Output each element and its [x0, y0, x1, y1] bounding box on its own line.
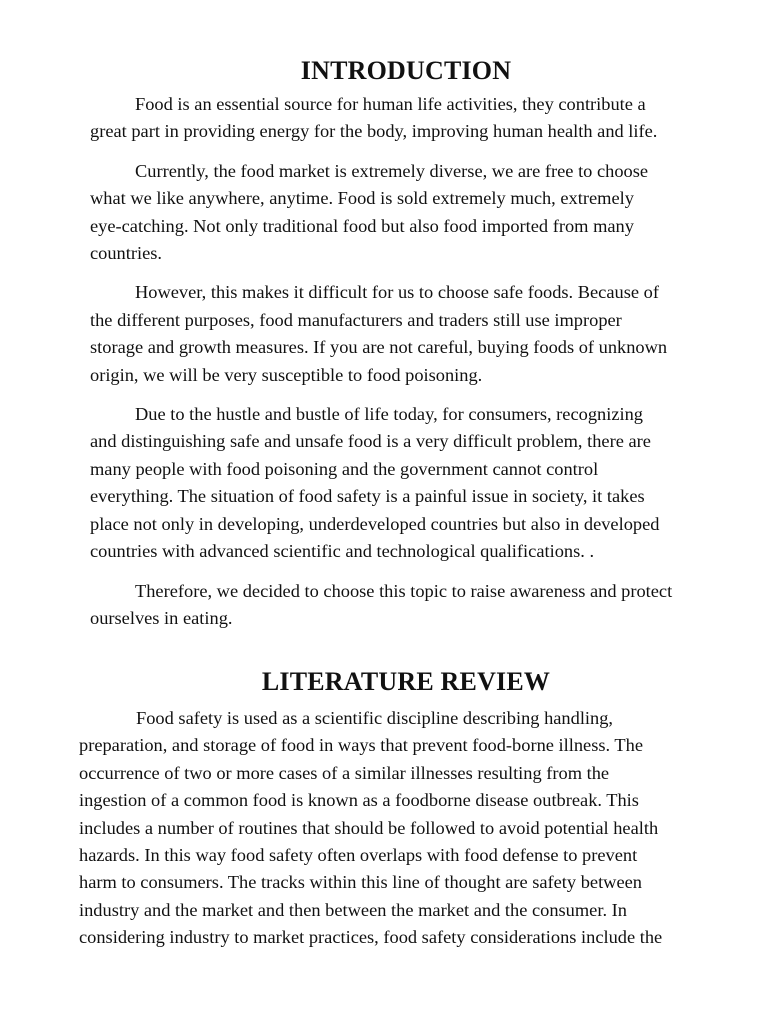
- text-line: storage and growth measures. If you are not careful, buying foods of unknown: [90, 337, 668, 358]
- introduction-section: [90, 91, 730, 644]
- intro-paragraph-1: [90, 91, 730, 146]
- text-line: industry and the market and then between the market and the consumer. In: [79, 899, 627, 920]
- text-line: preparation, and storage of food in ways that prevent food-borne illness. The: [79, 735, 643, 756]
- text-line: However, this makes it difficult for us to choose safe foods. Because of: [135, 282, 659, 303]
- literature-review-heading: LITERATURE REVIEW: [261, 667, 551, 696]
- text-line: Therefore, we decided to choose this topic to raise awareness and protect: [135, 580, 673, 601]
- literature-review-section: [79, 705, 729, 964]
- text-line: harm to consumers. The tracks within this line of thought are safety between: [79, 872, 642, 893]
- text-line: hazards. In this way food safety often overlaps with food defense to prevent: [79, 845, 638, 866]
- intro-paragraph-4: [90, 401, 730, 565]
- text-line: Food safety is used as a scientific discipline describing handling,: [136, 708, 614, 728]
- text-line: occurrence of two or more cases of a similar illnesses resulting from the: [79, 762, 610, 783]
- text-line: ingestion of a common food is known as a foodborne disease outbreak. This: [79, 790, 639, 811]
- text-line: considering industry to market practices, food safety considerations include the: [79, 927, 663, 948]
- intro-paragraph-3: [90, 279, 730, 389]
- text-line: Currently, the food market is extremely diverse, we are free to choose: [135, 160, 649, 181]
- text-line: Food is an essential source for human life activities, they contribute a: [135, 94, 646, 114]
- text-line: what we like anywhere, anytime. Food is sold extremely much, extremely: [90, 188, 634, 209]
- text-line: eye-catching. Not only traditional food but also food imported from many: [90, 215, 634, 236]
- lit-paragraph-1: [79, 705, 729, 952]
- intro-paragraph-2: [90, 158, 730, 268]
- text-line: and distinguishing safe and unsafe food is a very difficult problem, there are: [90, 431, 651, 452]
- text-line: includes a number of routines that should be followed to avoid potential health: [79, 817, 659, 838]
- text-line: the different purposes, food manufacturers and traders still use improper: [90, 309, 622, 330]
- text-line: origin, we will be very susceptible to food poisoning.: [90, 364, 483, 385]
- text-line: great part in providing energy for the body, improving human health and life.: [90, 121, 658, 142]
- text-line: place not only in developing, underdeveloped countries but also in developed: [90, 513, 660, 534]
- text-line: countries.: [90, 243, 163, 264]
- text-line: everything. The situation of food safety is a painful issue in society, it takes: [90, 486, 645, 507]
- text-line: ourselves in eating.: [90, 607, 233, 628]
- intro-paragraph-5: [90, 578, 730, 633]
- text-line: many people with food poisoning and the government cannot control: [90, 458, 599, 479]
- text-line: Due to the hustle and bustle of life today, for consumers, recognizing: [135, 404, 643, 425]
- introduction-heading: INTRODUCTION: [300, 56, 512, 85]
- text-line: countries with advanced scientific and technological qualifications. .: [90, 541, 595, 562]
